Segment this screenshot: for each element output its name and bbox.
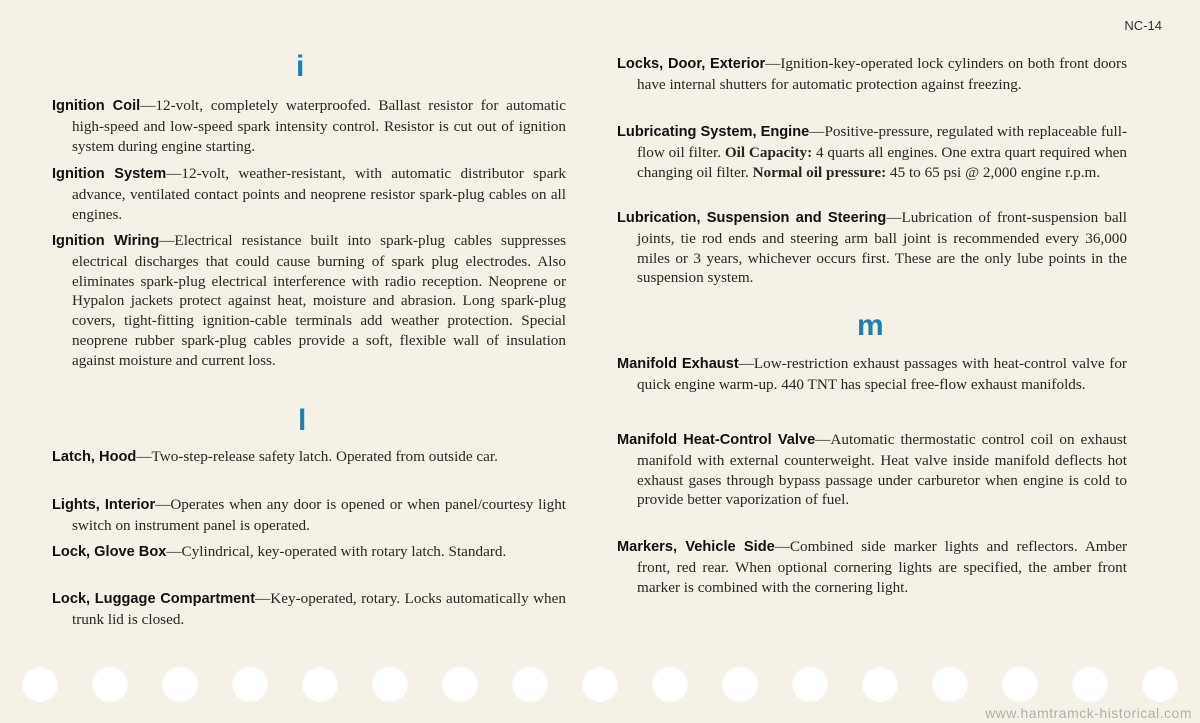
binder-hole [652,666,688,702]
entry-term: Manifold Exhaust [617,356,739,372]
section-letter-l: l [298,404,307,437]
entry-term: Latch, Hood [52,449,137,465]
entry-lock-luggage-compartment [52,589,566,630]
page-number: NC-14 [1124,18,1162,33]
entry-term: Lubrication, Suspension and Steering [617,210,887,226]
entry-term: Markers, Vehicle Side [617,539,775,555]
binder-hole [302,666,338,702]
entry-term: Lock, Glove Box [52,544,167,560]
binder-hole [722,666,758,702]
entry-markers-vehicle-side [617,537,1127,597]
binder-hole [512,666,548,702]
entry-term: Lubricating System, Engine [617,124,810,140]
section-letter-i: i [296,50,305,83]
binder-hole [162,666,198,702]
binder-hole [1072,666,1108,702]
binder-hole [1142,666,1178,702]
entry-text: —Operates when any door is opened or when panel/courtesy light switch on instrument panel is operated. [72,496,567,534]
entry-term: Ignition Wiring [52,233,160,249]
section-letter-m: m [857,309,884,342]
entry-text: —12-volt, completely waterproofed. Ballast resistor for automatic high-speed and low-speed spark intensity control. Resistor is cut out of ignition system during engine starting. [72,97,566,155]
oil-capacity-label: Oil Capacity: [724,143,813,161]
entry-ignition-coil [52,96,566,156]
entry-text: —Electrical resistance built into spark-plug cables suppresses electrical discharges that could cause burning of spark plug electrodes. Also eliminates spark-plug electrical interference with radio reception. Neoprene or Hypalon jackets protect against heat, moisture and abrasion. Long spark-plug covers, tight-fitting ignition-cable terminals add weather protection. Special neoprene rubber spark-plug cables provide a soft, flexible wall of insulation against moisture and current loss. [72,232,566,369]
entry-term: Locks, Door, Exterior [617,56,766,72]
entry-ignition-system [52,164,566,224]
entry-ignition-wiring [52,231,566,371]
binder-hole [792,666,828,702]
entry-term: Lock, Luggage Compartment [52,591,256,607]
entry-text: —Positive-pressure, regulated with replaceable full-flow oil filter. [637,123,1128,161]
entry-lock-glove-box [52,542,566,563]
entry-text: —Lubrication of front-suspension ball joints, tie rod ends and steering arm ball joint is recommended every 36,000 miles or 3 years, whichever occurs first. These are the only lube points in the suspension system. [637,209,1127,287]
binder-hole [1002,666,1038,702]
source-watermark: www.hamtramck-historical.com [985,705,1192,721]
oil-pressure-label: Normal oil pressure: [752,163,887,181]
entry-text: —12-volt, weather-resistant, with automatic distributor spark advance, ventilated contact points and neoprene resistor spark-plug cables on all engines. [72,165,567,223]
entry-text: —Ignition-key-operated lock cylinders on both front doors have internal shutters for automatic protection against freezing. [637,55,1127,93]
entry-text: —Two-step-release safety latch. Operated from outside car. [136,448,498,465]
entry-text: —Combined side marker lights and reflectors. Amber front, red rear. When optional cornering lights are specified, the amber front marker is combined with the cornering light. [637,538,1128,596]
entry-text: —Automatic thermostatic control coil on exhaust manifold with external counterweight. Heat valve inside manifold deflects hot exhaust gases through bypass passage under carburetor when engine is cold to provide better vaporization of fuel. [637,431,1127,509]
binder-hole [582,666,618,702]
entry-text: 4 quarts all engines. One extra quart required when changing oil filter. [637,143,1127,181]
entry-term: Ignition Coil [52,98,141,114]
binder-hole [862,666,898,702]
entry-text: 45 to 65 psi @ 2,000 engine r.p.m. [886,163,1101,181]
entry-locks-door-exterior [617,54,1127,95]
entry-latch-hood [52,447,566,468]
entry-manifold-exhaust [617,354,1127,395]
entry-lights-interior [52,495,566,536]
binder-hole [22,666,58,702]
binder-hole [372,666,408,702]
entry-term: Lights, Interior [52,497,156,513]
binder-hole [442,666,478,702]
entry-text: —Low-restriction exhaust passages with heat-control valve for quick engine warm-up. 440 TNT has special free-flow exhaust manifolds. [637,355,1127,393]
binder-hole [932,666,968,702]
binder-hole [92,666,128,702]
binder-hole [232,666,268,702]
entry-term: Ignition System [52,166,167,182]
entry-term: Manifold Heat-Control Valve [617,432,816,448]
entry-lubricating-system-engine [617,122,1127,182]
entry-manifold-heat-control-valve [617,430,1127,510]
entry-lubrication-suspension-steering [617,208,1127,288]
entry-text: —Cylindrical, key-operated with rotary latch. Standard. [166,543,507,560]
entry-text: —Key-operated, rotary. Locks automatically when trunk lid is closed. [72,590,566,628]
